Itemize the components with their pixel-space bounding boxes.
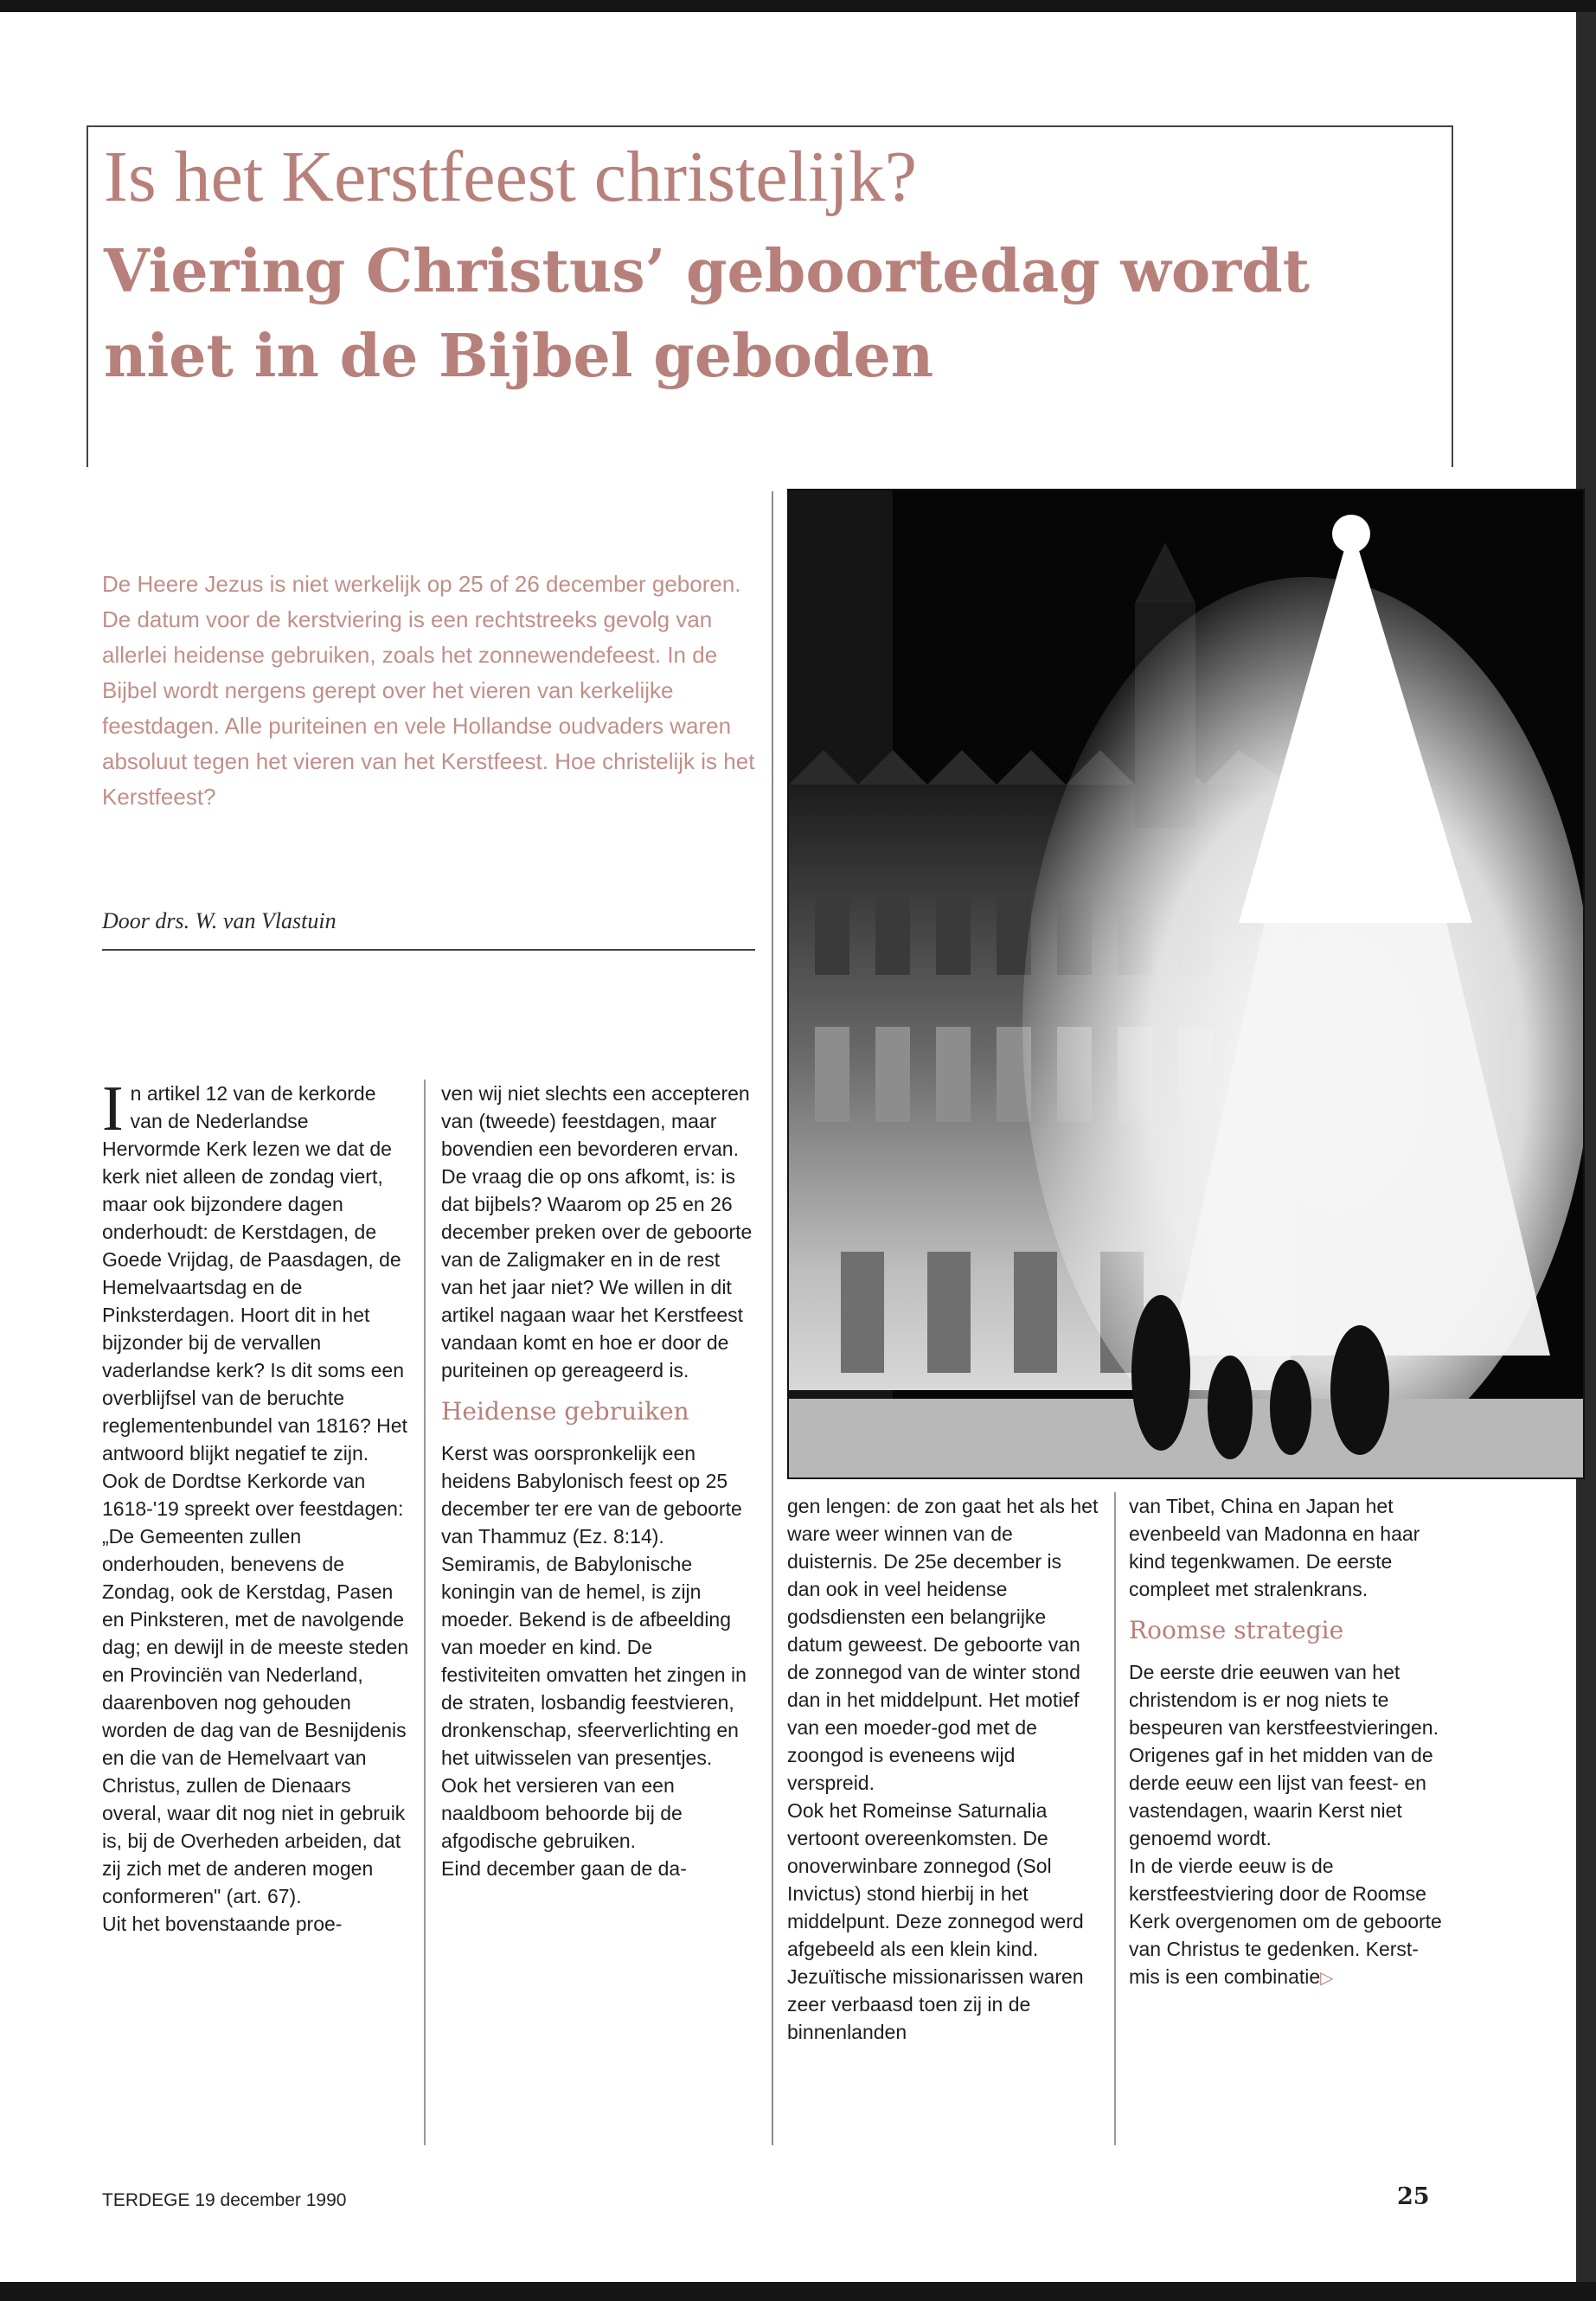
article-paragraph: ven wij niet slechts een accepteren van (tweede) feestdagen, maar bovendien een bevorderen ervan. De vraag die op ons afkomt, is: is dat bijbels? Waarom op 25 en 26 december preken over de geboorte van de Zaligmaker en in de rest van het jaar niet? We willen in dit artikel nagaan waar het Kerstfeest vandaan komt en hoe er door de puriteinen op gereageerd is. — [441, 1082, 753, 1381]
column-rule — [772, 491, 773, 2145]
article-paragraph: Kerst was oorspronkelijk een heidens Babylonisch feest op 25 december ter ere van de geboorte van Thammuz (Ez. 8:14). Semiramis, de Babylonische koningin van de hemel, is zijn moeder. Bekend is de afbeelding van moeder en kind. De festiviteiten omvatten het zingen in de straten, losbandig feestvieren, dronkenschap, sfeerverlichting en het uitwisselen van presentjes. Ook het versieren van een naaldboom behoorde bij de afgodische gebruiken. — [441, 1442, 747, 1852]
article-column-1 — [102, 1080, 409, 2145]
article-column-4 — [1129, 1492, 1449, 2145]
article-paragraph-text: n artikel 12 van de kerkorde van de Nederlandse Hervormde Kerk lezen we dat de kerk niet alleen de zondag viert, maar ook bijzondere dagen onderhoudt: de Kerstdagen, de Goede Vrijdag, de Paasdagen, de Hemelvaartsdag en de Pinksterdagen. Hoort dit in het bijzonder bij de vervallen vaderlandse kerk? Is dit soms een overblijfsel van de beruchte reglementenbundel van 1816? Het antwoord blijkt negatief te zijn. Ook de Dordtse Kerkorde van 1618-'19 spreekt over feestdagen: „De Gemeenten zullen onderhouden, benevens de Zondag, ook de Kerstdag, Pasen en Pinksteren, met de navolgende dag; en dewijl in de meeste steden en Provinciën van Nederland, daarenboven nog gehouden worden de dag van de Besnijdenis en die van de Hemelvaart van Christus, zullen de Dienaars overal, waar dit nog niet in gebruik is, bij de Overheden arbeiden, dat zij zich met de anderen mogen conformeren" (art. 67). — [102, 1082, 409, 1907]
article-column-2 — [441, 1080, 753, 2145]
page-number: 25 — [1397, 2183, 1430, 2210]
section-heading-roomse-strategie: Roomse strategie — [1129, 1616, 1344, 1644]
section-heading-heidense-gebruiken: Heidense gebruiken — [441, 1397, 689, 1426]
intro-text: De Heere Jezus is niet werkelijk op 25 of 26 december geboren. De datum voor de kerstviering is een rechtstreeks gevolg van allerlei heidense gebruiken, zoals het zonnewendefeest. In de Bijbel wordt nergens gerept over het vieren van kerkelijke feestdagen. Alle puriteinen en vele Hollandse oudvaders waren absoluut tegen het vieren van het Kerstfeest. Hoe christelijk is het Kerstfeest? — [102, 571, 755, 810]
headline-main: Viering Christus’ geboortedag wordt niet in de Bijbel geboden — [104, 237, 1311, 391]
column-divider — [424, 1080, 426, 2145]
byline: Door drs. W. van Vlastuin — [102, 908, 337, 933]
article-paragraph: van Tibet, China en Japan het evenbeeld van Madonna en haar kind tegenkwamen. De eerste compleet met stralenkrans. — [1129, 1495, 1420, 1600]
article-paragraph: Eind december gaan de da- — [441, 1857, 687, 1880]
christmas-tree-photo — [787, 489, 1585, 1479]
article-column-3 — [787, 1492, 1099, 2145]
article-paragraph: De eerste drie eeuwen van het christendom is er nog niets te bespeuren van kerstfeestvieringen. Origenes gaf in het midden van de derde eeuw een lijst van feest- en vastendagen, waarin Kerst niet genoemd wordt. — [1129, 1661, 1439, 1849]
article-paragraph — [1129, 1852, 1449, 1992]
article-paragraph: Ook het Romeinse Saturnalia vertoont overeenkomsten. De onoverwinbare zonnegod (Sol Invictus) stond hierbij in het middelpunt. Deze zonnegod werd afgebeeld als een klein kind. Jezuïtische missionarissen waren zeer verbaasd toen zij in de binnenlanden — [787, 1799, 1084, 2043]
publication-footer: TERDEGE 19 december 1990 — [102, 2190, 347, 2210]
continue-triangle-icon: ▷ — [1320, 1969, 1334, 1988]
byline-rule — [102, 949, 755, 951]
article-paragraph: Uit het bovenstaande proe- — [102, 1913, 343, 1935]
drop-cap: I — [102, 1080, 124, 1144]
bottom-border — [0, 2282, 1596, 2301]
article-paragraph: gen lengen: de zon gaat het als het ware weer winnen van de duisternis. De 25e december is dan ook in veel heidense godsdiensten een belangrijke datum geweest. De geboorte van de zonnegod van de winter stond dan in het middelpunt. Het motief van een moeder-god met de zoongod is eveneens wijd verspreid. — [787, 1495, 1099, 1794]
top-border — [0, 0, 1596, 12]
article-paragraph — [102, 1080, 409, 1910]
column-divider — [1114, 1492, 1116, 2145]
photo-illustration — [789, 490, 1583, 1477]
article-paragraph-text: In de vierde eeuw is de kerstfeestviering door de Roomse Kerk overgenomen om de geboorte van Christus te gedenken. Kerst-mis is een combinatie — [1129, 1855, 1442, 1988]
headline-question: Is het Kerstfeest christelijk? — [104, 137, 917, 217]
